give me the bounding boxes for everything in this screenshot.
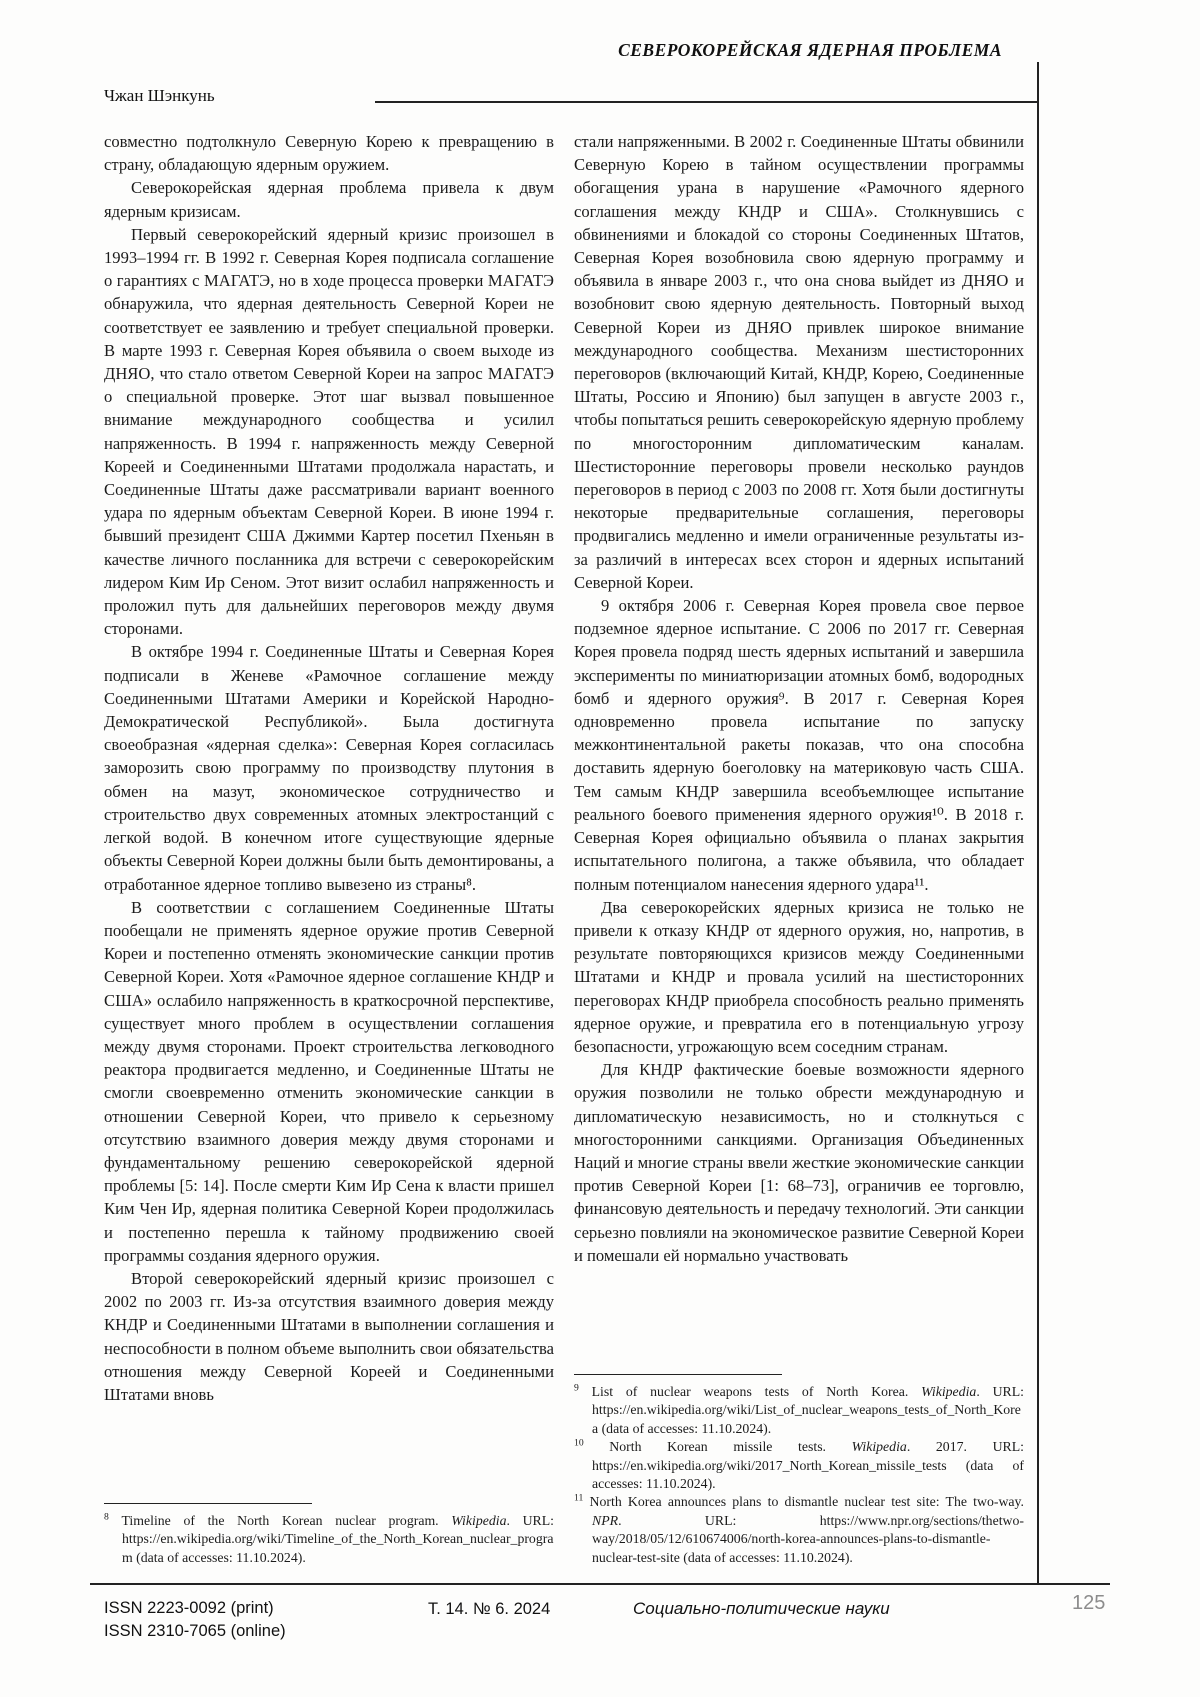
author-name: Чжан Шэнкунь [104, 86, 215, 105]
footnote-marker: 10 [574, 1437, 584, 1449]
body-paragraph: 9 октября 2006 г. Северная Корея провела свое первое подземное ядерное испытание. С 2006 по 2017 гг. Северная Корея провела подряд шесть ядерных испытаний и завершила эксперименты по миниатюризации атомных бомб, водородных бомб и ядерного оружия⁹. В 2017 г. Северная Корея одновременно провела испытание по запуску межконтинентальной ракеты показав, что она способна доставить ядерную боеголовку на материковую часть США. Тем самым КНДР завершила всеобъемлющее испытание реального боевого применения ядерного оружия¹⁰. В 2018 г. Северная Корея официально объявила о планах закрытия испытательного полигона, а также объявила, что обладает полным потенциалом нанесения ядерного удара¹¹. [574, 596, 1024, 894]
footnote [104, 1512, 554, 1567]
body-paragraph: В октябре 1994 г. Соединенные Штаты и Северная Корея подписали в Женеве «Рамочное соглашение между Соединенными Штатами Америки и Корейской Народно-Демократической Республикой». Была достигнута своеобразная «ядерная сделка»: Северная Корея согласилась заморозить свою программу по производству плутония в обмен на мазут, экономическое сотрудничество и строительство двух современных атомных электростанций с легкой водой. В конечном итоге существующие ядерные объекты Северной Кореи должны были быть демонтированы, а отработанное ядерное топливо вывезено из страны⁸. [104, 642, 554, 894]
left-column [104, 130, 554, 1583]
body-paragraph: стали напряженными. В 2002 г. Соединенные Штаты обвинили Северную Корею в тайном осуществлении программы обогащения урана в нарушение «Рамочного ядерного соглашения между КНДР и США». Столкнувшись с обвинениями и блокадой со стороны Соединенных Штатов, Северная Корея возобновила свою ядерную программу и объявила в январе 2003 г., что она снова выйдет из ДНЯО и возобновит свою ядерную деятельность. Повторный выход Северной Кореи из ДНЯО привлек широкое внимание международного сообщества. Механизм шестисторонних переговоров (включающий Китай, КНДР, Корею, Соединенные Штаты, Россию и Японию) был запущен в августе 2003 г., чтобы попытаться решить северокорейскую ядерную проблему по многосторонним дипломатическим каналам. Шестисторонние переговоры провели несколько раундов переговоров в период с 2003 по 2008 гг. Хотя были достигнуты некоторые предварительные соглашения, переговоры продвигались медленно и имели ограниченные результаты из-за различий в интересах всех сторон и ядерных испытаний Северной Кореи. [574, 132, 1024, 592]
page-number: 125 [1072, 1592, 1106, 1614]
left-column-text [104, 130, 554, 1406]
footnote-text: . URL: https://en.wikipedia.org/wiki/Timeline_of_the_North_Korean_nuclear_program (data of accesses: 11.10.2024). [122, 1512, 555, 1565]
footnote-marker: 8 [104, 1511, 109, 1523]
footnote-marker: 11 [574, 1492, 584, 1504]
footnote-text: North Korean missile tests. [609, 1439, 852, 1455]
body-paragraph: Первый северокорейский ядерный кризис произошел в 1993–1994 гг. В 1992 г. Северная Корея подписала соглашение о гарантиях с МАГАТЭ, но в ходе процесса проверки МАГАТЭ обнаружила, что ядерная деятельность Северной Кореи не соответствует ее заявлению и требует специальной проверки. В марте 1993 г. Северная Корея объявила о своем выходе из ДНЯО, что стало ответом Северной Кореи на запрос МАГАТЭ о специальной проверке. Этот шаг вызвал повышенное внимание международного сообщества и усилил напряженность. В 1994 г. напряженность между Северной Кореей и Соединенными Штатами продолжала нарастать, и Соединенные Штаты даже рассматривали вариант военного удара по ядерным объектам Северной Кореи. В июне 1994 г. бывший президент США Джимми Картер посетил Пхеньян в качестве личного посланника для встречи с северокорейским лидером Ким Ир Сеном. Этот визит ослабил напряженность и проложил путь для дальнейших переговоров между двумя сторонами. [104, 224, 554, 639]
footnote [574, 1383, 1024, 1438]
left-footnotes [104, 1503, 554, 1567]
footnote-source: Wikipedia [451, 1512, 507, 1528]
footnote-text: Timeline of the North Korean nuclear program. [121, 1512, 452, 1528]
footnote-text: . 2017. URL: https://en.wikipedia.org/wiki/2017_North_Korean_missile_tests (data of accesses: 11.10.2024). [592, 1439, 1024, 1491]
volume-issue: Т. 14. № 6. 2024 [428, 1600, 551, 1618]
body-paragraph: Для КНДР фактические боевые возможности ядерного оружия позволили не только обрести международную и дипломатическую независимость, но и столкнуться с многосторонними санкциями. Организация Объединенных Наций и многие страны ввели жесткие экономические санкции против Северной Кореи [1: 68–73], ограничив ее торговлю, финансовую деятельность и передачу технологий. Эти санкции серьезно повлияли на экономическое развитие Северной Кореи и помешали ей нормально участвовать [574, 1060, 1024, 1265]
footer-rule [90, 1583, 1110, 1585]
footnote [574, 1493, 1024, 1567]
footnote-source: NPR [592, 1512, 619, 1528]
body-paragraph: совместно подтолкнуло Северную Корею к превращению в страну, обладающую ядерным оружием. [104, 132, 554, 175]
article-body [104, 130, 1024, 1583]
footnote-text: North Korea announces plans to dismantle nuclear test site: The two-way. [589, 1494, 1024, 1510]
footnote-source: Wikipedia [851, 1439, 907, 1455]
issn-online: ISSN 2310-7065 (online) [104, 1621, 286, 1640]
footnote [574, 1438, 1024, 1493]
right-footnotes [574, 1374, 1024, 1567]
vertical-rule [1037, 62, 1039, 1583]
header-rule [375, 101, 1038, 103]
running-head: СЕВЕРОКОРЕЙСКАЯ ЯДЕРНАЯ ПРОБЛЕМА [618, 40, 1002, 60]
issn-print: ISSN 2223-0092 (print) [104, 1599, 274, 1617]
issn-block [104, 1597, 286, 1642]
body-paragraph: Северокорейская ядерная проблема привела к двум ядерным кризисам. [104, 178, 554, 221]
right-column [574, 130, 1024, 1583]
footnote-text: . URL: https://en.wikipedia.org/wiki/List_of_nuclear_weapons_tests_of_North_Korea (data of accesses: 11.10.2024). [592, 1383, 1024, 1436]
footnote-text: . URL: https://www.npr.org/sections/thetwo-way/2018/05/12/610674006/north-korea-announces-plans-to-dismantle-nuclear-test-site (data of accesses: 11.10.2024). [592, 1512, 1024, 1565]
footnote-text: List of nuclear weapons tests of North Korea. [591, 1383, 922, 1399]
footnote-marker: 9 [574, 1382, 579, 1394]
right-column-text [574, 130, 1024, 1267]
body-paragraph: Два северокорейских ядерных кризиса не только не привели к отказу КНДР от ядерного оружия, но, напротив, в результате повторяющихся кризисов между Соединенными Штатами и КНДР и провала усилий на шестисторонних переговорах КНДР приобрела способность реально применять ядерное оружие, и превратила его в потенциальную угрозу безопасности, угрожающую всем соседним странам. [574, 897, 1024, 1056]
journal-section: Социально-политические науки [633, 1599, 890, 1618]
body-paragraph: В соответствии с соглашением Соединенные Штаты пообещали не применять ядерное оружие против Северной Кореи и постепенно отменять экономические санкции против Северной Кореи. Хотя «Рамочное ядерное соглашение КНДР и США» ослабило напряженность в краткосрочной перспективе, существует много проблем в осуществлении соглашения между двумя сторонами. Проект строительства легководного реактора продвигается медленно, и Соединенные Штаты не смогли своевременно отменить экономические санкции в отношении Северной Кореи, что привело к серьезному отсутствию взаимного доверия между двумя сторонами и фундаментальному решению северокорейской ядерной проблемы [5: 14]. После смерти Ким Ир Сена к власти пришел Ким Чен Ир, ядерная политика Северной Кореи продолжилась и постепенно перешла к тайному продвижению своей программы создания ядерного оружия. [104, 897, 554, 1265]
body-paragraph: Второй северокорейский ядерный кризис произошел с 2002 по 2003 гг. Из-за отсутствия взаимного доверия между КНДР и Соединенными Штатами в выполнении соглашения и неспособности в полном объеме выполнить свои обязательства отношения между Северной Кореей и Соединенными Штатами вновь [104, 1268, 554, 1404]
footnote-source: Wikipedia [921, 1383, 977, 1399]
